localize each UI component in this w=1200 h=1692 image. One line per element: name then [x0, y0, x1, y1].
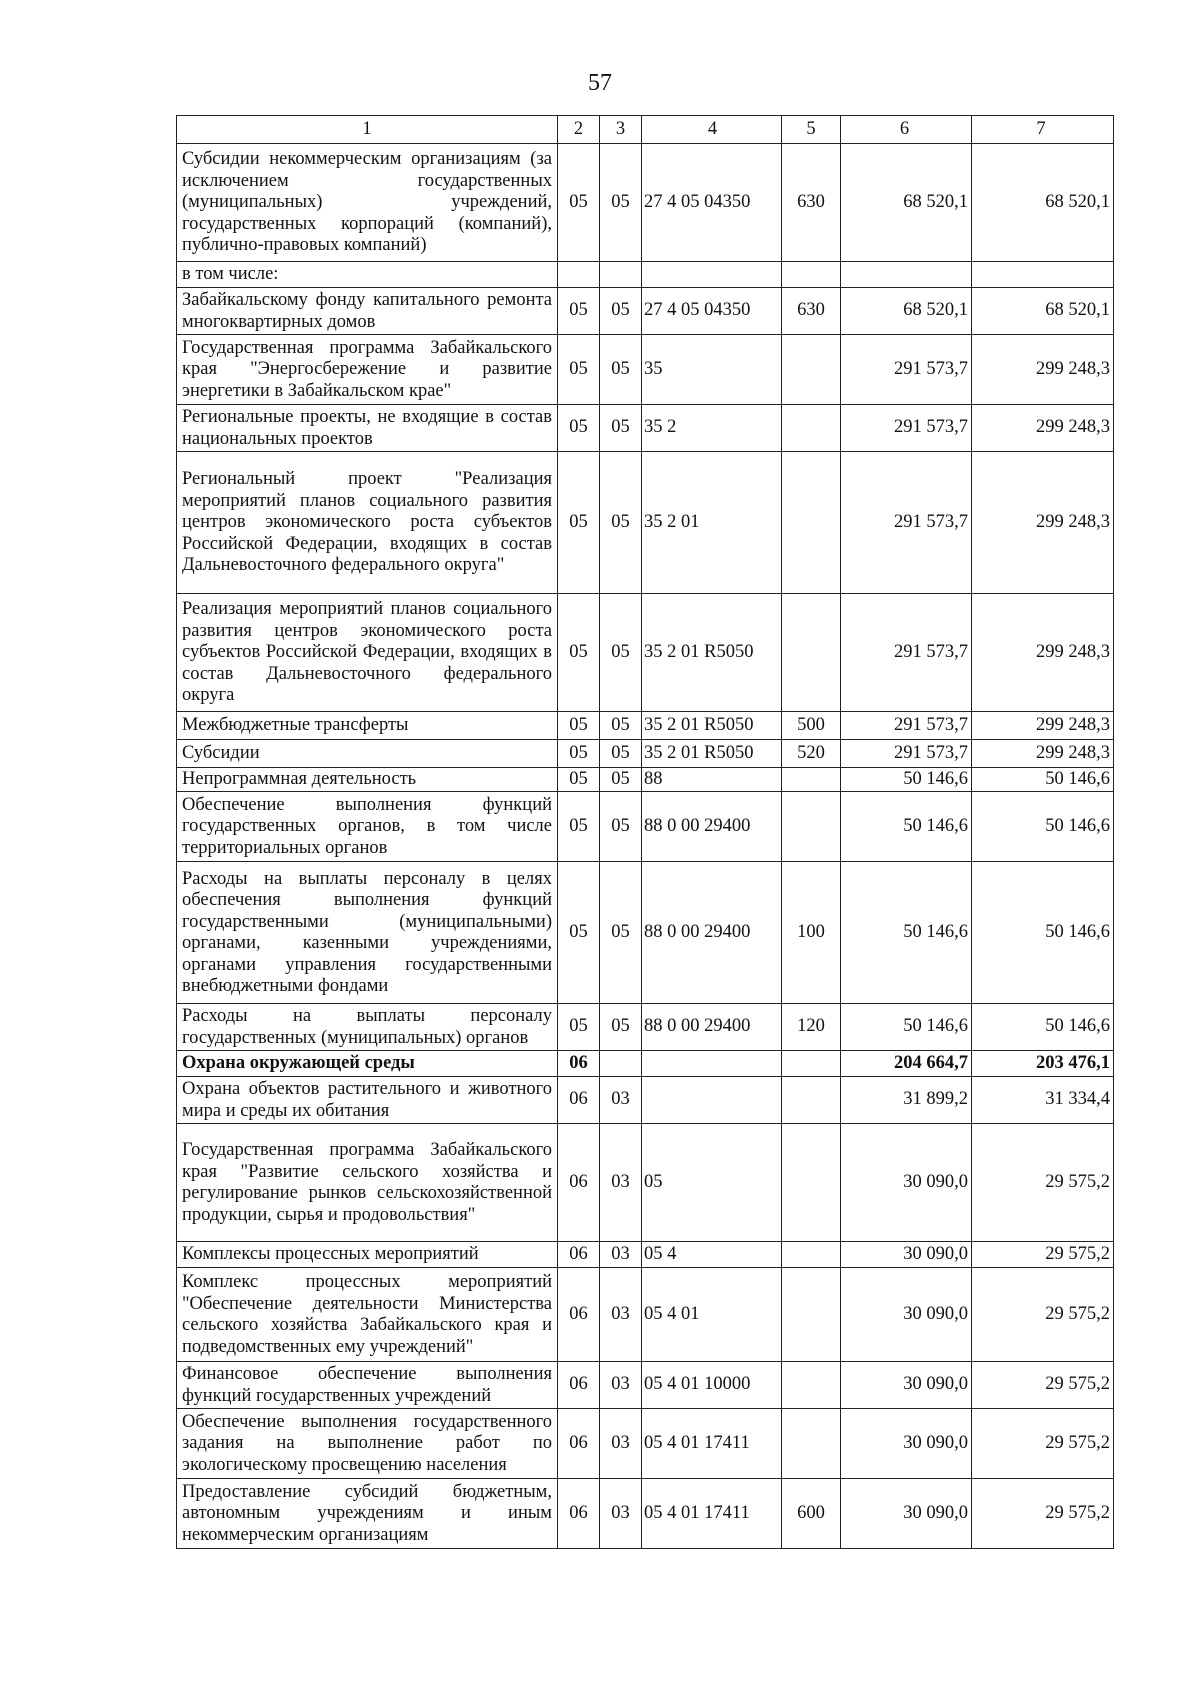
- section-code-cell: [558, 262, 600, 288]
- amount-year2-cell: 29 575,2: [972, 1242, 1114, 1268]
- column-header-4: 4: [642, 116, 782, 144]
- row-name-cell: Субсидии: [177, 740, 558, 768]
- expense-type-cell: [782, 1051, 841, 1077]
- target-article-cell: 05 4: [642, 1242, 782, 1268]
- section-code-cell: 05: [558, 405, 600, 452]
- section-code-cell: 06: [558, 1242, 600, 1268]
- subsection-code-cell: 05: [600, 405, 642, 452]
- subsection-code-cell: 03: [600, 1077, 642, 1124]
- amount-year1-cell: 291 573,7: [841, 740, 972, 768]
- amount-year1-cell: 68 520,1: [841, 288, 972, 335]
- amount-year2-cell: 299 248,3: [972, 594, 1114, 712]
- row-name-cell: Субсидии некоммерческим организациям (за исключением государственных (муниципальных) учреждений, государственных корпораций (компаний), публично-правовых компаний): [177, 144, 558, 262]
- amount-year2-cell: 50 146,6: [972, 862, 1114, 1004]
- row-name-cell: Расходы на выплаты персоналу в целях обеспечения выполнения функций государственными (муниципальными) органами, казенными учреждениями, органами управления государственными внебюджетными фондами: [177, 862, 558, 1004]
- row-name-cell: Расходы на выплаты персоналу государственных (муниципальных) органов: [177, 1004, 558, 1051]
- row-name-cell: Финансовое обеспечение выполнения функций государственных учреждений: [177, 1362, 558, 1409]
- table-row: [177, 262, 1114, 288]
- section-code-cell: 05: [558, 712, 600, 740]
- table-row: [177, 144, 1114, 262]
- expense-type-cell: 120: [782, 1004, 841, 1051]
- table-row: [177, 335, 1114, 405]
- amount-year1-cell: 291 573,7: [841, 594, 972, 712]
- row-name-cell: Предоставление субсидий бюджетным, автономным учреждениям и иным некоммерческим организациям: [177, 1479, 558, 1549]
- amount-year2-cell: 299 248,3: [972, 452, 1114, 594]
- amount-year1-cell: 30 090,0: [841, 1124, 972, 1242]
- section-code-cell: 06: [558, 1479, 600, 1549]
- amount-year2-cell: 29 575,2: [972, 1362, 1114, 1409]
- expense-type-cell: 500: [782, 712, 841, 740]
- section-code-cell: 05: [558, 594, 600, 712]
- target-article-cell: 05 4 01 17411: [642, 1479, 782, 1549]
- subsection-code-cell: 05: [600, 452, 642, 594]
- page-number: 57: [588, 70, 612, 96]
- expense-type-cell: 520: [782, 740, 841, 768]
- subsection-code-cell: 03: [600, 1268, 642, 1362]
- expense-type-cell: 630: [782, 288, 841, 335]
- target-article-cell: 05 4 01: [642, 1268, 782, 1362]
- target-article-cell: 88: [642, 768, 782, 792]
- row-name-cell: Непрограммная деятельность: [177, 768, 558, 792]
- target-article-cell: 88 0 00 29400: [642, 1004, 782, 1051]
- section-code-cell: 06: [558, 1124, 600, 1242]
- expense-type-cell: 600: [782, 1479, 841, 1549]
- section-code-cell: 05: [558, 144, 600, 262]
- section-code-cell: 05: [558, 792, 600, 862]
- table-row: [177, 1362, 1114, 1409]
- table-header-row: [177, 116, 1114, 144]
- row-name-cell: Реализация мероприятий планов социального развития центров экономического роста субъектов Российской Федерации, входящих в состав Дальневосточного федерального округа: [177, 594, 558, 712]
- table-row: [177, 862, 1114, 1004]
- target-article-cell: 05 4 01 17411: [642, 1409, 782, 1479]
- row-name-cell: Региональный проект "Реализация мероприятий планов социального развития центров экономического роста субъектов Российской Федерации, входящих в состав Дальневосточного федерального округа": [177, 452, 558, 594]
- amount-year2-cell: 299 248,3: [972, 335, 1114, 405]
- section-code-cell: 06: [558, 1362, 600, 1409]
- row-name-cell: Охрана объектов растительного и животного мира и среды их обитания: [177, 1077, 558, 1124]
- target-article-cell: 88 0 00 29400: [642, 792, 782, 862]
- amount-year2-cell: 29 575,2: [972, 1268, 1114, 1362]
- row-name-cell: Комплексы процессных мероприятий: [177, 1242, 558, 1268]
- amount-year1-cell: 291 573,7: [841, 335, 972, 405]
- target-article-cell: 35 2 01: [642, 452, 782, 594]
- amount-year2-cell: 203 476,1: [972, 1051, 1114, 1077]
- amount-year1-cell: 50 146,6: [841, 768, 972, 792]
- column-header-2: 2: [558, 116, 600, 144]
- row-name-cell: Региональные проекты, не входящие в состав национальных проектов: [177, 405, 558, 452]
- subsection-code-cell: 05: [600, 1004, 642, 1051]
- row-name-cell: Государственная программа Забайкальского края "Энергосбережение и развитие энергетики в Забайкальском крае": [177, 335, 558, 405]
- subsection-code-cell: 05: [600, 335, 642, 405]
- expense-type-cell: 100: [782, 862, 841, 1004]
- subsection-code-cell: 03: [600, 1124, 642, 1242]
- table-row: [177, 1268, 1114, 1362]
- expense-type-cell: [782, 1409, 841, 1479]
- table-row: [177, 768, 1114, 792]
- target-article-cell: 88 0 00 29400: [642, 862, 782, 1004]
- amount-year2-cell: 29 575,2: [972, 1409, 1114, 1479]
- amount-year1-cell: [841, 262, 972, 288]
- amount-year1-cell: 30 090,0: [841, 1242, 972, 1268]
- target-article-cell: 27 4 05 04350: [642, 144, 782, 262]
- amount-year1-cell: 291 573,7: [841, 712, 972, 740]
- expense-type-cell: 630: [782, 144, 841, 262]
- subsection-code-cell: 03: [600, 1242, 642, 1268]
- target-article-cell: [642, 1051, 782, 1077]
- section-code-cell: 05: [558, 452, 600, 594]
- amount-year1-cell: 50 146,6: [841, 1004, 972, 1051]
- section-code-cell: 06: [558, 1268, 600, 1362]
- section-code-cell: 05: [558, 862, 600, 1004]
- amount-year2-cell: 50 146,6: [972, 1004, 1114, 1051]
- table-row: [177, 1409, 1114, 1479]
- subsection-code-cell: 05: [600, 712, 642, 740]
- expense-type-cell: [782, 594, 841, 712]
- section-code-cell: 06: [558, 1051, 600, 1077]
- row-name-cell: Охрана окружающей среды: [177, 1051, 558, 1077]
- subsection-code-cell: 05: [600, 144, 642, 262]
- target-article-cell: 35 2 01 R5050: [642, 594, 782, 712]
- amount-year2-cell: 68 520,1: [972, 144, 1114, 262]
- subsection-code-cell: [600, 262, 642, 288]
- amount-year2-cell: 31 334,4: [972, 1077, 1114, 1124]
- row-name-cell: Комплекс процессных мероприятий "Обеспечение деятельности Министерства сельского хозяйства Забайкальского края и подведомственных ему учреждений": [177, 1268, 558, 1362]
- target-article-cell: 35: [642, 335, 782, 405]
- expense-type-cell: [782, 768, 841, 792]
- subsection-code-cell: 03: [600, 1362, 642, 1409]
- subsection-code-cell: 05: [600, 288, 642, 335]
- target-article-cell: 27 4 05 04350: [642, 288, 782, 335]
- amount-year2-cell: [972, 262, 1114, 288]
- section-code-cell: 05: [558, 335, 600, 405]
- row-name-cell: Обеспечение выполнения функций государственных органов, в том числе территориальных органов: [177, 792, 558, 862]
- row-name-cell: Межбюджетные трансферты: [177, 712, 558, 740]
- expense-type-cell: [782, 1268, 841, 1362]
- column-header-1: 1: [177, 116, 558, 144]
- amount-year2-cell: 29 575,2: [972, 1479, 1114, 1549]
- expense-type-cell: [782, 405, 841, 452]
- row-name-cell: Забайкальскому фонду капитального ремонта многоквартирных домов: [177, 288, 558, 335]
- amount-year1-cell: 30 090,0: [841, 1268, 972, 1362]
- table-row: [177, 1479, 1114, 1549]
- amount-year1-cell: 30 090,0: [841, 1409, 972, 1479]
- table-row: [177, 405, 1114, 452]
- table-row: [177, 1051, 1114, 1077]
- expense-type-cell: [782, 1242, 841, 1268]
- target-article-cell: 35 2 01 R5050: [642, 740, 782, 768]
- expense-type-cell: [782, 262, 841, 288]
- amount-year1-cell: 68 520,1: [841, 144, 972, 262]
- amount-year2-cell: 299 248,3: [972, 712, 1114, 740]
- row-name-cell: Обеспечение выполнения государственного задания на выполнение работ по экологическому просвещению населения: [177, 1409, 558, 1479]
- amount-year2-cell: 299 248,3: [972, 740, 1114, 768]
- table-row: [177, 712, 1114, 740]
- table-row: [177, 1124, 1114, 1242]
- expense-type-cell: [782, 335, 841, 405]
- table-row: [177, 1077, 1114, 1124]
- target-article-cell: [642, 1077, 782, 1124]
- table-row: [177, 452, 1114, 594]
- subsection-code-cell: 05: [600, 792, 642, 862]
- subsection-code-cell: [600, 1051, 642, 1077]
- subsection-code-cell: 03: [600, 1479, 642, 1549]
- subsection-code-cell: 03: [600, 1409, 642, 1479]
- amount-year1-cell: 291 573,7: [841, 452, 972, 594]
- amount-year2-cell: 29 575,2: [972, 1124, 1114, 1242]
- table-row: [177, 288, 1114, 335]
- amount-year2-cell: 299 248,3: [972, 405, 1114, 452]
- section-code-cell: 06: [558, 1077, 600, 1124]
- amount-year1-cell: 50 146,6: [841, 862, 972, 1004]
- table-row: [177, 1242, 1114, 1268]
- expense-type-cell: [782, 1362, 841, 1409]
- budget-table: [176, 115, 1114, 1549]
- amount-year1-cell: 291 573,7: [841, 405, 972, 452]
- amount-year1-cell: 204 664,7: [841, 1051, 972, 1077]
- column-header-5: 5: [782, 116, 841, 144]
- expense-type-cell: [782, 1124, 841, 1242]
- expense-type-cell: [782, 452, 841, 594]
- expense-type-cell: [782, 1077, 841, 1124]
- subsection-code-cell: 05: [600, 740, 642, 768]
- table-row: [177, 740, 1114, 768]
- table-row: [177, 1004, 1114, 1051]
- target-article-cell: [642, 262, 782, 288]
- target-article-cell: 35 2 01 R5050: [642, 712, 782, 740]
- target-article-cell: 35 2: [642, 405, 782, 452]
- amount-year2-cell: 50 146,6: [972, 792, 1114, 862]
- row-name-cell: в том числе:: [177, 262, 558, 288]
- target-article-cell: 05: [642, 1124, 782, 1242]
- section-code-cell: 05: [558, 768, 600, 792]
- amount-year1-cell: 30 090,0: [841, 1362, 972, 1409]
- subsection-code-cell: 05: [600, 862, 642, 1004]
- column-header-7: 7: [972, 116, 1114, 144]
- section-code-cell: 06: [558, 1409, 600, 1479]
- table-row: [177, 792, 1114, 862]
- table-row: [177, 594, 1114, 712]
- subsection-code-cell: 05: [600, 768, 642, 792]
- expense-type-cell: [782, 792, 841, 862]
- target-article-cell: 05 4 01 10000: [642, 1362, 782, 1409]
- section-code-cell: 05: [558, 1004, 600, 1051]
- subsection-code-cell: 05: [600, 594, 642, 712]
- amount-year1-cell: 30 090,0: [841, 1479, 972, 1549]
- section-code-cell: 05: [558, 740, 600, 768]
- column-header-6: 6: [841, 116, 972, 144]
- amount-year1-cell: 50 146,6: [841, 792, 972, 862]
- row-name-cell: Государственная программа Забайкальского края "Развитие сельского хозяйства и регулирование рынков сельскохозяйственной продукции, сырья и продовольствия": [177, 1124, 558, 1242]
- amount-year2-cell: 68 520,1: [972, 288, 1114, 335]
- section-code-cell: 05: [558, 288, 600, 335]
- amount-year1-cell: 31 899,2: [841, 1077, 972, 1124]
- column-header-3: 3: [600, 116, 642, 144]
- amount-year2-cell: 50 146,6: [972, 768, 1114, 792]
